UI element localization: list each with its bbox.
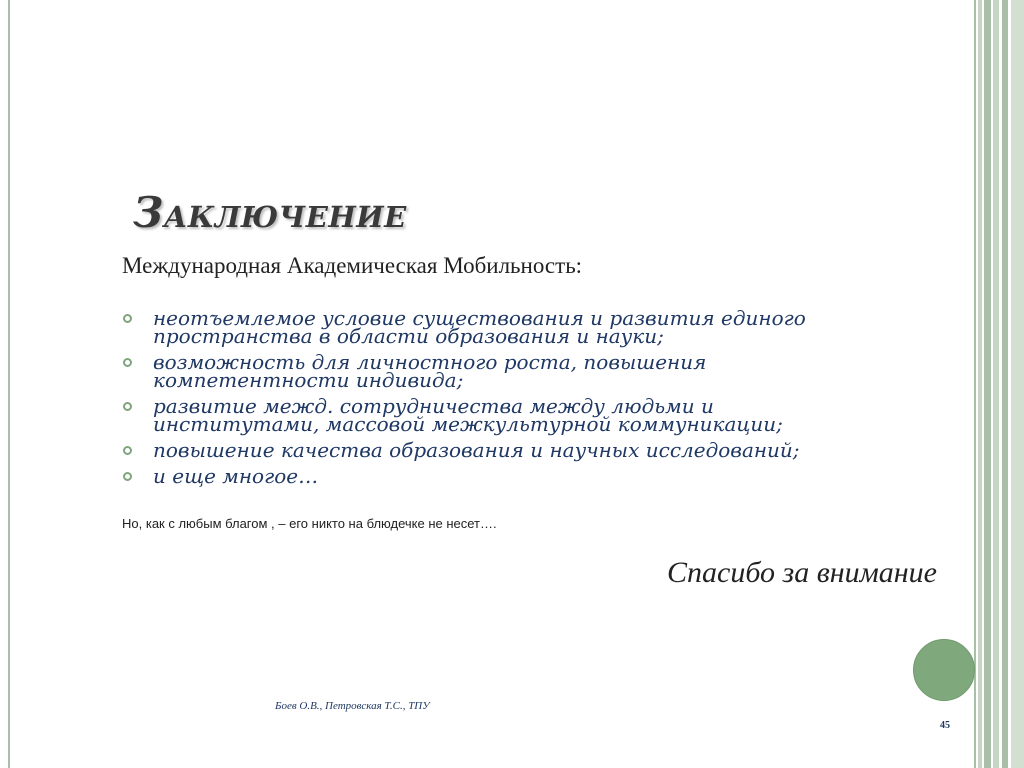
decor-stripe [978, 0, 982, 768]
bullet-item [122, 438, 912, 462]
bullet-text-line: и еще многое… [153, 464, 319, 488]
bullet-item [122, 394, 912, 436]
slide-title: Заключение [133, 188, 407, 237]
ring-bullet-icon [123, 358, 132, 367]
ring-bullet-icon [123, 472, 132, 481]
bullet-text-line: повышение качества образования и научных исследований; [153, 438, 800, 462]
decor-stripe [1002, 0, 1008, 768]
bullet-text-line: компетентности индивида; [153, 368, 464, 392]
bullet-item [122, 306, 912, 348]
bullet-text-line: пространства в области образования и науки; [153, 324, 664, 348]
green-circle-decoration [913, 639, 975, 701]
ring-bullet-icon [123, 402, 132, 411]
bullet-item [122, 464, 912, 488]
thanks-text: Спасибо за внимание [667, 556, 937, 589]
closing-note: Но, как с любым благом , – его никто на блюдечке не несет…. [122, 516, 497, 531]
footer-authors: Боев О.В., Петровская Т.С., ТПУ [275, 700, 430, 712]
bullet-list [122, 306, 912, 488]
bullet-text-line: возможность для личностного роста, повышения [153, 350, 707, 374]
ring-bullet-icon [123, 446, 132, 455]
decor-stripe [1011, 0, 1024, 768]
page-number: 45 [940, 720, 950, 731]
ring-bullet-icon [123, 314, 132, 323]
decor-stripe [984, 0, 991, 768]
bullet-text-line: развитие межд. сотрудничества между людьми и [153, 394, 714, 418]
bullet-item [122, 350, 912, 392]
bullet-text-line: институтами, массовой межкультурной коммуникации; [153, 412, 783, 436]
bullet-text-line: неотъемлемое условие существования и развития единого [153, 306, 806, 330]
decor-stripe [993, 0, 999, 768]
slide-subtitle: Международная Академическая Мобильность: [122, 253, 583, 278]
